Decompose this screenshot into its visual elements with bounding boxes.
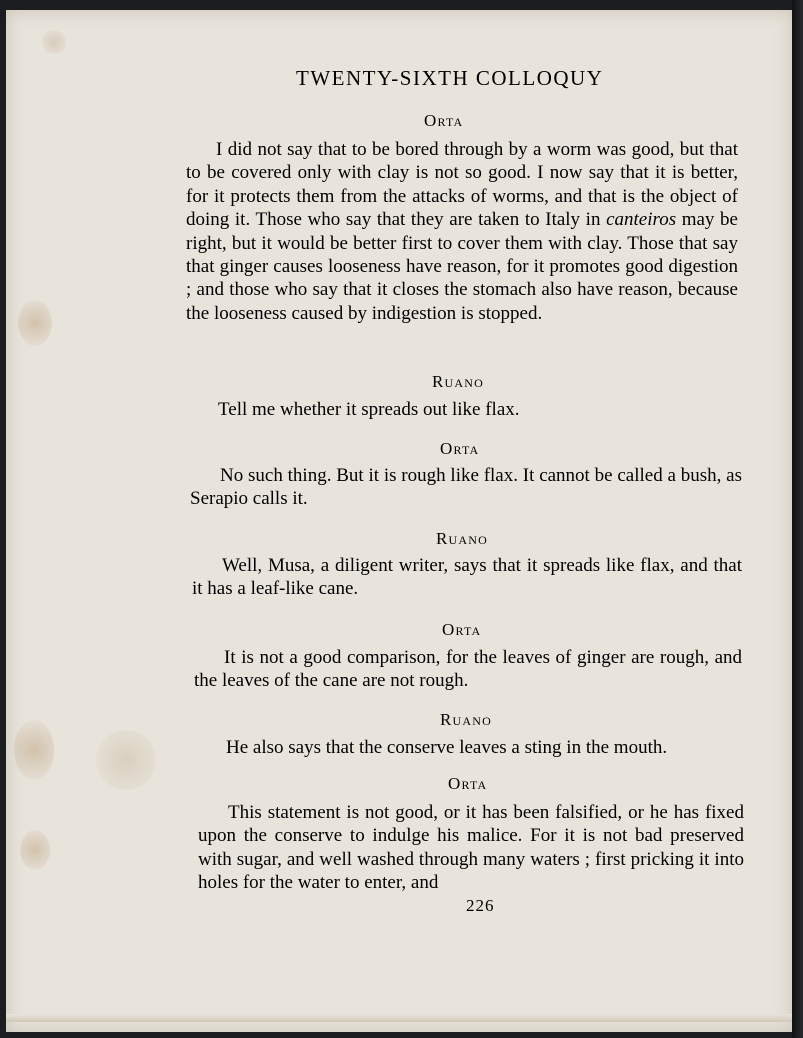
dialogue-paragraph <box>186 138 738 325</box>
dialogue-paragraph <box>196 736 744 759</box>
speaker-name: Ruano <box>440 710 493 729</box>
page-edge <box>6 1014 792 1022</box>
paragraph-text: No such thing. But it is rough like flax. It cannot be called a bush, as Serapio calls it. <box>190 465 742 510</box>
foxing-stain <box>42 30 66 54</box>
paragraph-text: may be right, but it would be better first to cover them with clay. Those that say that ginger causes looseness have reason, for it promotes good digestion ; and those who say that it closes the stomach also have reason, because the looseness caused by indigestion is stopped. <box>186 209 738 324</box>
italic-term: canteiros <box>606 209 677 231</box>
foxing-stain <box>20 830 50 870</box>
speaker-name: Orta <box>448 774 488 793</box>
page-number: 226 <box>466 896 495 915</box>
foxing-stain <box>96 730 156 790</box>
speaker-name: Orta <box>424 111 464 130</box>
paragraph-text: Well, Musa, a diligent writer, says that it spreads like flax, and that it has a leaf-like cane. <box>192 555 742 600</box>
dialogue-paragraph <box>198 801 744 895</box>
paragraph-text: This statement is not good, or it has been falsified, or he has fixed upon the conserve to indulge his malice. For it is not bad preserved with sugar, and well washed through many waters ; first pricking it into holes for the water to enter, and <box>198 802 744 894</box>
speaker-name: Orta <box>440 439 480 458</box>
foxing-stain <box>14 720 54 780</box>
dialogue-paragraph <box>194 646 742 693</box>
paragraph-text: Tell me whether it spreads out like flax. <box>218 399 520 420</box>
dialogue-paragraph <box>188 398 740 421</box>
dialogue-paragraph <box>190 464 742 511</box>
paragraph-text: It is not a good comparison, for the leaves of ginger are rough, and the leaves of the cane are not rough. <box>194 647 742 692</box>
paragraph-text: He also says that the conserve leaves a sting in the mouth. <box>226 737 668 758</box>
speaker-name: Ruano <box>436 529 489 548</box>
speaker-name: Orta <box>442 620 482 639</box>
running-head: TWENTY-SIXTH COLLOQUY <box>296 66 604 90</box>
paragraph-text: I did not say that to be bored through by a worm was good, but that to be covered only with clay is not so good. I now say that it is better, for it protects them from the attacks of worms, and that is the object of doing it. Those who say that they are taken to Italy in <box>186 139 738 231</box>
dialogue-paragraph <box>192 554 742 601</box>
speaker-name: Ruano <box>432 372 485 391</box>
foxing-stain <box>18 300 52 346</box>
book-binding <box>792 0 803 1038</box>
